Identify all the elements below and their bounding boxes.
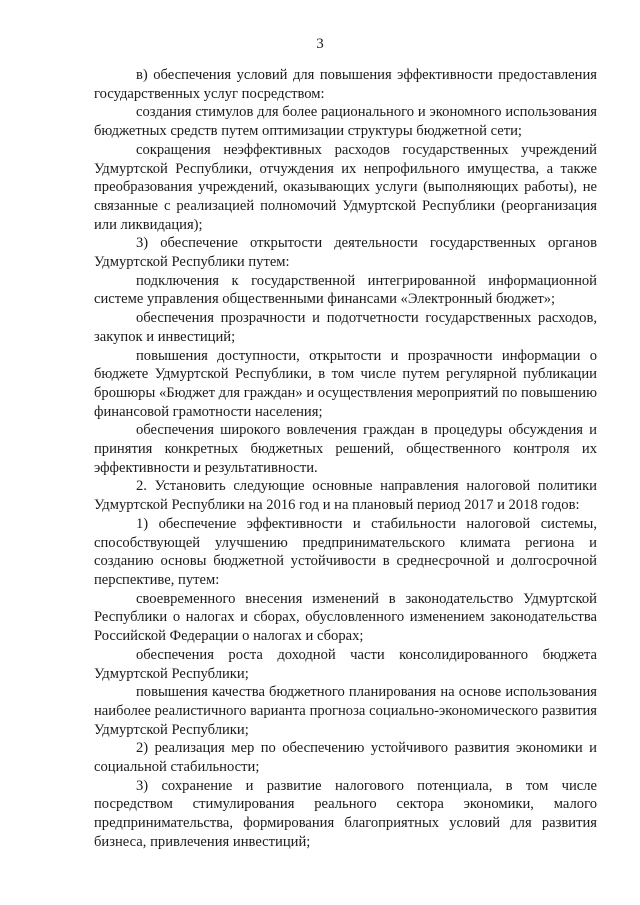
paragraph-planning: повышения качества бюджетного планирования на основе использования наиболее реалистичного варианта прогноза социально-экономического развития Удмуртской Республики; xyxy=(94,684,597,738)
paragraph-reduce-expenses: сокращения неэффективных расходов государственных учреждений Удмуртской Республики, отчуждения их непрофильного имущества, а также преобразования учреждений, оказывающих услуги (выполняющих работы), не связанные с реализацией полномочий Удмуртской Республики (реорганизация или ликвидация); xyxy=(94,141,597,233)
paragraph-transparency: обеспечения прозрачности и подотчетности государственных расходов, закупок и инвестиций; xyxy=(94,310,597,345)
paragraph-incentives: создания стимулов для более рационального и экономного использования бюджетных средств путем оптимизации структуры бюджетной сети; xyxy=(94,104,597,140)
paragraph-involvement: обеспечения широкого вовлечения граждан в процедуры обсуждения и принятия конкретных бюджетных решений, общественного контроля их эффективности и результативности. xyxy=(94,422,597,476)
paragraph-revenue-growth: обеспечения роста доходной части консолидированного бюджета Удмуртской Республики; xyxy=(94,646,597,682)
paragraph-legislation: своевременного внесения изменений в законодательство Удмуртской Республики о налогах и сборах, обусловленного изменением законодательства Российской Федерации о налогах и сборах; xyxy=(94,590,597,645)
paragraph-item-v: в) обеспечения условий для повышения эффективности предоставления государственных услуг посредством: xyxy=(94,67,597,102)
paragraph-tax-policy: 2. Установить следующие основные направления налоговой политики Удмуртской Республики на 2016 год и на плановый период 2017 и 2018 годов: xyxy=(94,478,597,514)
paragraph-tax-efficiency: 1) обеспечение эффективности и стабильности налоговой системы, способствующей улучшению предпринимательского климата региона и созданию основы бюджетной устойчивости в среднесрочной и долгосрочной перспективе, путем: xyxy=(94,515,597,588)
paragraph-openness: 3) обеспечение открытости деятельности государственных органов Удмуртской Республики путем: xyxy=(94,235,597,271)
page-number: 3 xyxy=(316,36,324,52)
paragraph-e-budget: подключения к государственной интегрированной информационной системе управления общественными финансами «Электронный бюджет»; xyxy=(94,272,597,308)
paragraph-availability: повышения доступности, открытости и прозрачности информации о бюджете Удмуртской Республики, в том числе путем регулярной публикации брошюры «Бюджет для граждан» и осуществления мероприятий по повышению финансовой грамотности населения; xyxy=(94,347,597,420)
paragraph-tax-potential: 3) сохранение и развитие налогового потенциала, в том числе посредством стимулирования реального сектора экономики, малого предпринимательства, формирования благоприятных условий для развития бизнеса, привлечения инвестиций; xyxy=(94,777,597,850)
document-body xyxy=(94,66,597,852)
paragraph-sustainable-development: 2) реализация мер по обеспечению устойчивого развития экономики и социальной стабильности; xyxy=(94,740,597,776)
